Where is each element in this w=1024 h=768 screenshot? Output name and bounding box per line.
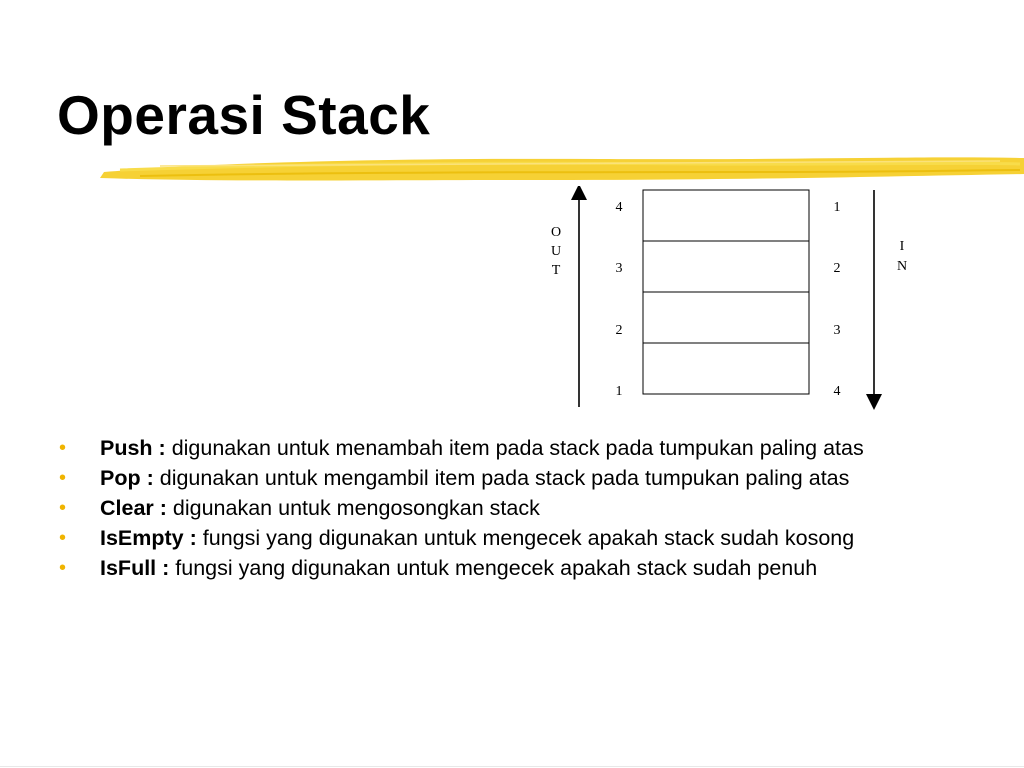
list-item-clear	[57, 496, 997, 521]
list-item-isfull	[57, 556, 997, 581]
right-number: 4	[833, 384, 841, 399]
bullet-icon: •	[59, 497, 67, 519]
left-number: 2	[615, 323, 623, 338]
list-item-push	[57, 436, 997, 461]
term: IsFull :	[100, 556, 170, 580]
stack-cell	[643, 292, 809, 343]
bullet-icon: •	[59, 527, 67, 549]
in-letter: N	[896, 259, 908, 274]
description: digunakan untuk mengambil item pada stack pada tumpukan paling atas	[159, 466, 850, 490]
slide-title: Operasi Stack	[57, 84, 431, 146]
bullet-icon: •	[59, 467, 67, 489]
list-item-pop	[57, 466, 997, 491]
list-item-isempty	[57, 526, 997, 551]
term: IsEmpty :	[100, 526, 197, 550]
operation-list	[57, 436, 997, 586]
left-number: 3	[615, 261, 623, 276]
in-letter: I	[899, 239, 905, 254]
description: fungsi yang digunakan untuk mengecek apakah stack sudah kosong	[202, 526, 855, 550]
term: Push :	[100, 436, 166, 460]
stack-cell	[643, 241, 809, 292]
bullet-icon: •	[59, 437, 67, 459]
stack-diagram	[540, 186, 920, 410]
description: digunakan untuk menambah item pada stack pada tumpukan paling atas	[171, 436, 864, 460]
stack-cell	[643, 343, 809, 394]
left-number: 4	[615, 200, 623, 215]
out-letter: T	[551, 263, 561, 278]
bullet-icon: •	[59, 557, 67, 579]
title-highlight-stroke	[100, 150, 1024, 186]
stack-cell	[643, 190, 809, 241]
left-number: 1	[615, 384, 623, 399]
right-number: 1	[833, 200, 841, 215]
out-letter: U	[550, 244, 562, 259]
footer-divider	[0, 766, 1024, 767]
out-letter: O	[550, 225, 562, 240]
right-number: 3	[833, 323, 841, 338]
right-number: 2	[833, 261, 841, 276]
term: Clear :	[100, 496, 167, 520]
description: fungsi yang digunakan untuk mengecek apakah stack sudah penuh	[175, 556, 818, 580]
term: Pop :	[100, 466, 154, 490]
description: digunakan untuk mengosongkan stack	[172, 496, 540, 520]
